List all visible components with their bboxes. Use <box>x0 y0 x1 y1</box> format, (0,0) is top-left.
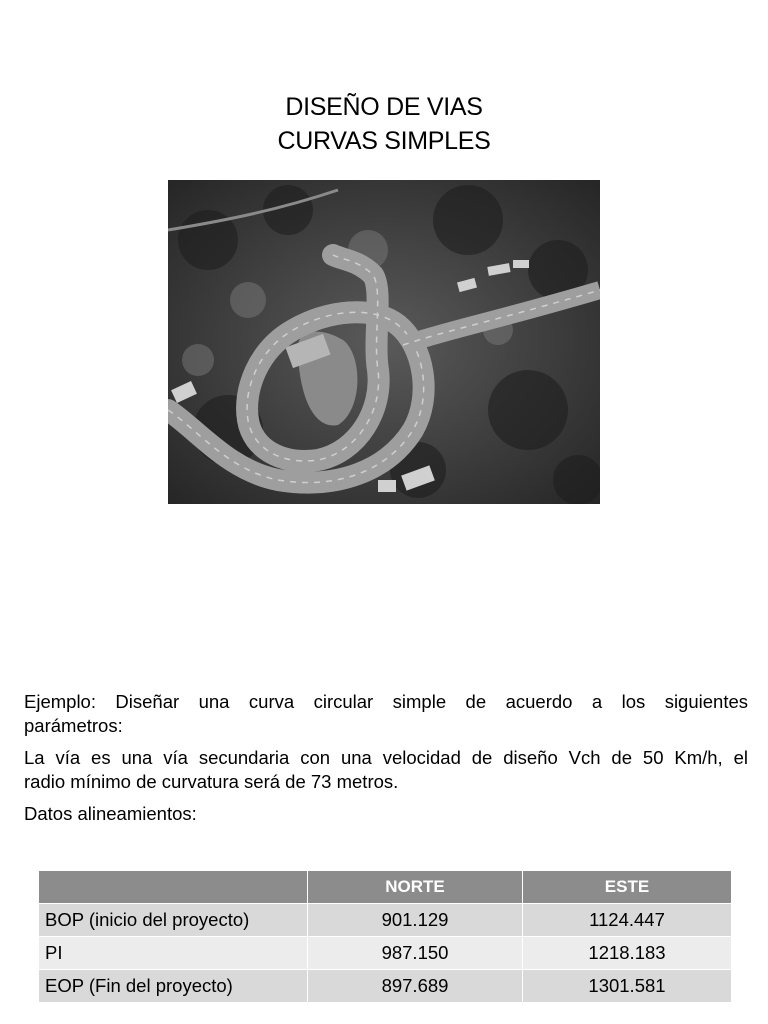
table-row <box>39 970 732 1003</box>
paragraph-road-line-2: radio mínimo de curvatura será de 73 metros. <box>24 771 399 792</box>
page-title <box>0 90 768 158</box>
table-cell-point: EOP (Fin del proyecto) <box>39 970 308 1003</box>
table-row <box>39 904 732 937</box>
table-cell-norte: 897.689 <box>308 970 523 1003</box>
title-line-2: CURVAS SIMPLES <box>277 127 491 155</box>
table-cell-este: 1218.183 <box>523 937 732 970</box>
body-text <box>24 690 748 834</box>
table-cell-este: 1301.581 <box>523 970 732 1003</box>
paragraph-road-line-1: La vía es una vía secundaria con una velocidad de diseño Vch de 50 Km/h, el <box>24 747 748 768</box>
table-cell-norte: 987.150 <box>308 937 523 970</box>
table-cell-norte: 901.129 <box>308 904 523 937</box>
table-header-norte: NORTE <box>308 871 523 904</box>
table-header-row <box>39 871 732 904</box>
title-line-1: DISEÑO DE VIAS <box>285 93 483 121</box>
table-header-este: ESTE <box>523 871 732 904</box>
table-cell-point: BOP (inicio del proyecto) <box>39 904 308 937</box>
road-curve-aerial-photo <box>168 180 600 504</box>
table-header-blank <box>39 871 308 904</box>
alignment-data-table <box>38 870 732 1003</box>
paragraph-example-line-2: parámetros: <box>24 715 123 736</box>
paragraph-alignment-data: Datos alineamientos: <box>24 803 197 824</box>
table-cell-point: PI <box>39 937 308 970</box>
table-row <box>39 937 732 970</box>
paragraph-example-line-1: Ejemplo: Diseñar una curva circular simple de acuerdo a los siguientes <box>24 691 748 712</box>
table-cell-este: 1124.447 <box>523 904 732 937</box>
